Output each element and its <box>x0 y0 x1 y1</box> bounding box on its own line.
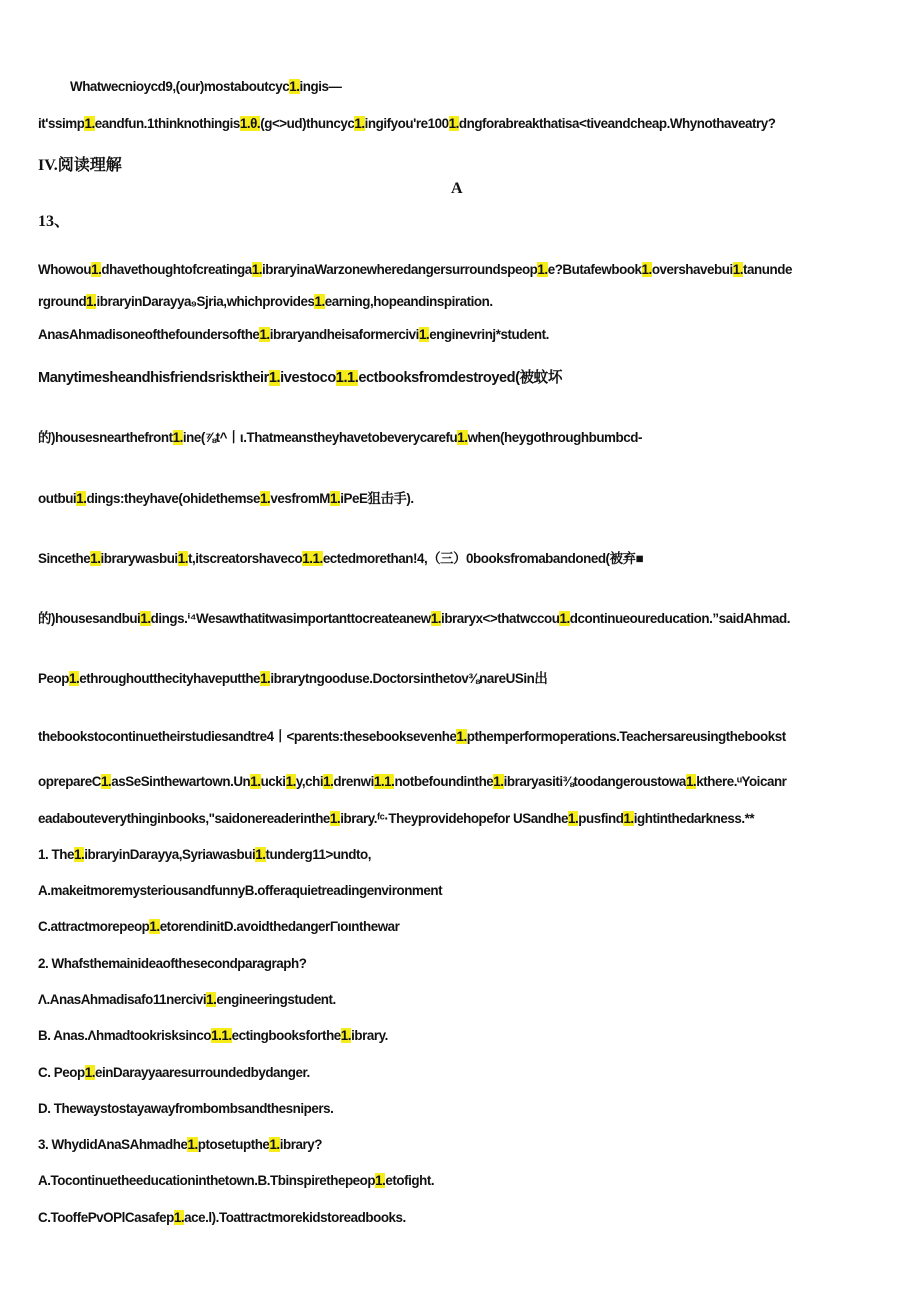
highlight-mark: 1. <box>84 116 95 131</box>
text-segment: overshavebui <box>651 262 733 277</box>
text-segment: dings.ⁱ⁴Wesawthatitwasimportanttocreateanew <box>150 611 431 626</box>
option-line <box>38 918 399 936</box>
text-segment: ethroughoutthecityhaveputthe <box>79 671 261 686</box>
highlight-mark: 1. <box>251 262 262 277</box>
text-segment: 的)housesnearthefront <box>38 430 173 445</box>
text-line <box>38 115 775 133</box>
text-segment: etofight. <box>385 1173 435 1188</box>
highlight-mark: 1. <box>537 262 548 277</box>
text-segment: ectingbooksforthe <box>231 1028 341 1043</box>
text-segment: oprepareC <box>38 774 101 789</box>
highlight-mark: 1. <box>68 671 80 686</box>
text-segment: ectbooksfromdestroyed(被蚊坏 <box>358 370 562 386</box>
text-segment: it'ssimp <box>38 116 85 131</box>
passage-label <box>451 179 463 199</box>
highlight-mark: 1. <box>641 262 652 277</box>
text-segment: Sincethe <box>38 551 91 566</box>
text-segment: e?Butafewbook <box>547 262 642 277</box>
highlight-mark: 1. <box>206 992 217 1007</box>
text-segment: t,itscreatorshaveco <box>188 551 303 566</box>
highlight-mark: 1.1. <box>211 1028 232 1043</box>
text-segment: ivestoco <box>280 370 336 386</box>
text-segment: Λ.AnasAhmadisafo11nercivi <box>38 992 207 1007</box>
text-segment: ibraryinDarayya₉Sjria,whichprovides <box>96 294 315 309</box>
text-segment: eadabouteverythinginbooks,"saidonereaderinthe <box>38 811 330 826</box>
highlight-mark: 1. <box>91 262 102 277</box>
option-line <box>38 991 336 1009</box>
highlight-mark: 1. <box>567 811 579 826</box>
text-segment: IV.阅读理解 <box>38 157 122 174</box>
highlight-mark: 1. <box>268 370 281 386</box>
question-number <box>38 212 70 232</box>
text-segment: einDarayyaaresurroundedbydanger. <box>94 1065 310 1080</box>
section-heading <box>38 156 122 176</box>
text-segment: 的)housesandbui <box>38 611 141 626</box>
text-line <box>70 78 341 96</box>
text-segment: dhavethoughtofcreatinga <box>101 262 252 277</box>
highlight-mark: 1. <box>86 294 97 309</box>
text-segment: (g<>ud)thuncyc <box>260 116 355 131</box>
text-segment: ibraryandheisaformercivi <box>269 327 419 342</box>
highlight-mark: 1. <box>76 491 87 506</box>
highlight-mark: 1. <box>559 611 570 626</box>
highlight-mark: 1.1. <box>302 551 323 566</box>
text-segment: 13、 <box>38 213 71 230</box>
highlight-mark: 1. <box>354 116 365 131</box>
text-segment: ibraryasiti⅜toodangeroustowa <box>503 774 686 789</box>
highlight-mark: 1. <box>269 1137 280 1152</box>
text-line <box>38 810 754 828</box>
text-segment: drenwi <box>333 774 374 789</box>
text-line <box>38 429 642 447</box>
text-segment: iPeE狙击手). <box>340 491 414 506</box>
text-segment: rground <box>38 294 87 309</box>
highlight-mark: 1. <box>330 491 341 506</box>
text-segment: Whatwecnioycd9,(our)mostaboutcyc <box>70 79 290 94</box>
highlight-mark: 1. <box>90 551 101 566</box>
highlight-mark: 1. <box>259 327 270 342</box>
highlight-mark: 1. <box>493 774 504 789</box>
text-segment: B. Anas.Λhmadtookrisksinco <box>38 1028 212 1043</box>
highlight-mark: 1. <box>250 774 261 789</box>
text-segment: kthere.ᵘYoicanr <box>696 774 787 789</box>
text-segment: earning,hopeandinspiration. <box>324 294 493 309</box>
text-segment: engineeringstudent. <box>216 992 336 1007</box>
option-line <box>38 1064 310 1082</box>
text-segment: vesfromM <box>270 491 330 506</box>
highlight-mark: 1. <box>418 327 430 342</box>
text-segment: pusfind <box>578 811 624 826</box>
highlight-mark: 1. <box>375 1173 386 1188</box>
highlight-mark: 1. <box>260 671 271 686</box>
highlight-mark: 1. <box>255 847 266 862</box>
text-line <box>38 293 493 311</box>
text-segment: ibrary. <box>351 1028 388 1043</box>
highlight-mark: 1. <box>457 430 468 445</box>
text-segment: A.Tocontinuetheeducationinthetown.B.Tbinspirethepeop <box>38 1173 376 1188</box>
text-segment: ibraryinDarayya,Syriawasbui <box>84 847 256 862</box>
text-segment: ingifyou're100 <box>364 116 449 131</box>
text-line <box>38 728 786 746</box>
text-segment: 2. Whafsthemainideaofthesecondparagraph? <box>38 956 307 971</box>
highlight-mark: 1. <box>340 1028 352 1043</box>
highlight-mark: 1. <box>329 811 341 826</box>
text-segment: pthemperformoperations.Teachersareusingthebookst <box>466 729 786 744</box>
option-line <box>38 1027 388 1045</box>
text-segment: A <box>451 180 463 197</box>
text-segment: asSeSinthewartown.Un <box>111 774 251 789</box>
highlight-mark: 1. <box>323 774 334 789</box>
option-line <box>38 882 442 900</box>
highlight-mark: 1. <box>260 491 271 506</box>
text-segment: ibrary? <box>279 1137 322 1152</box>
text-segment: 3. WhydidAnaSAhmadhe <box>38 1137 188 1152</box>
option-line <box>38 1100 333 1118</box>
highlight-mark: 1.1. <box>373 774 395 789</box>
text-segment: D. Thewaystostayawayfrombombsandthesnipers. <box>38 1101 334 1116</box>
text-segment: notbefoundinthe <box>394 774 494 789</box>
highlight-mark: 1. <box>74 847 85 862</box>
question-line <box>38 1136 322 1154</box>
highlight-mark: 1. <box>314 294 325 309</box>
highlight-mark: 1.θ. <box>239 116 261 131</box>
text-segment: C.TooffePvOPlCasafep <box>38 1210 174 1225</box>
text-segment: enginevrinj*student. <box>429 327 549 342</box>
text-segment: tunderg11>undto, <box>265 847 372 862</box>
text-line <box>38 369 562 387</box>
text-line <box>38 670 547 688</box>
text-segment: C. Peop <box>38 1065 85 1080</box>
highlight-mark: 1. <box>732 262 744 277</box>
text-segment: ightinthedarkness.** <box>633 811 755 826</box>
highlight-mark: 1. <box>140 611 151 626</box>
text-line <box>38 550 643 568</box>
highlight-mark: 1. <box>623 811 634 826</box>
text-segment: 1. The <box>38 847 74 862</box>
text-segment: ace.l).Toattractmorekidstoreadbooks. <box>184 1210 406 1225</box>
highlight-mark: 1.1. <box>335 370 359 386</box>
highlight-mark: 1. <box>177 551 188 566</box>
question-line <box>38 846 371 864</box>
highlight-mark: 1. <box>149 919 160 934</box>
text-segment: tanunde <box>743 262 792 277</box>
text-segment: ibraryx<>thatwccou <box>441 611 560 626</box>
highlight-mark: 1. <box>289 79 300 94</box>
text-line <box>38 773 786 791</box>
question-line <box>38 955 306 973</box>
highlight-mark: 1. <box>685 774 697 789</box>
option-line <box>38 1209 406 1227</box>
text-segment: ectedmorethan!4,（三）0booksfromabandoned(被弃■ <box>322 551 644 566</box>
text-segment: ibraryinaWarzonewheredangersurroundspeop <box>262 262 538 277</box>
text-line <box>38 326 549 344</box>
text-segment: C.attractmorepeop <box>38 919 150 934</box>
highlight-mark: 1. <box>285 774 296 789</box>
highlight-mark: 1. <box>187 1137 198 1152</box>
text-line <box>38 490 414 508</box>
text-segment: dings:theyhave(ohidethemse <box>86 491 261 506</box>
text-line <box>38 610 790 628</box>
text-segment: ptosetupthe <box>197 1137 270 1152</box>
text-segment: ibrarywasbui <box>100 551 178 566</box>
text-segment: eandfun.1thinknothingis <box>94 116 240 131</box>
text-segment: A.makeitmoremysteriousandfunnyB.offeraquietreadingenvironment <box>38 883 443 898</box>
text-segment: Whowou <box>38 262 92 277</box>
text-segment: ine(⅞t^丨ι.Thatmeanstheyhavetobeverycarefu <box>182 430 458 445</box>
text-segment: when(heygothroughbumbcd- <box>467 430 642 445</box>
text-segment: dcontinueoureducation.”saidAhmad. <box>569 611 790 626</box>
highlight-mark: 1. <box>84 1065 95 1080</box>
text-segment: ucki <box>260 774 286 789</box>
highlight-mark: 1. <box>173 1210 185 1225</box>
text-segment: etorendinitD.avoidthedangerΓιοιnthewar <box>159 919 400 934</box>
text-segment: AnasAhmadisoneofthefoundersofthe <box>38 327 260 342</box>
text-segment: ibrary.ᶠᶜ·Theyprovidehopefor USandhe <box>340 811 568 826</box>
option-line <box>38 1172 434 1190</box>
highlight-mark: 1. <box>100 774 112 789</box>
text-line <box>38 261 792 279</box>
text-segment: ingis— <box>299 79 342 94</box>
highlight-mark: 1. <box>448 116 459 131</box>
text-segment: thebookstocontinuetheirstudiesandtre4丨<parents:thesebooksevenhe <box>38 729 457 744</box>
highlight-mark: 1. <box>172 430 183 445</box>
text-segment: Manytimesheandhisfriendsrisktheir <box>38 370 269 386</box>
highlight-mark: 1. <box>456 729 467 744</box>
text-segment: ibrarytngooduse.Doctorsinthetov⅜nareUSin出 <box>270 671 548 686</box>
text-segment: dngforabreakthatisa<tiveandcheap.Whynothaveatry? <box>458 116 776 131</box>
highlight-mark: 1. <box>430 611 442 626</box>
text-segment: outbui <box>38 491 77 506</box>
text-segment: y,chi <box>295 774 324 789</box>
text-segment: Peop <box>38 671 69 686</box>
